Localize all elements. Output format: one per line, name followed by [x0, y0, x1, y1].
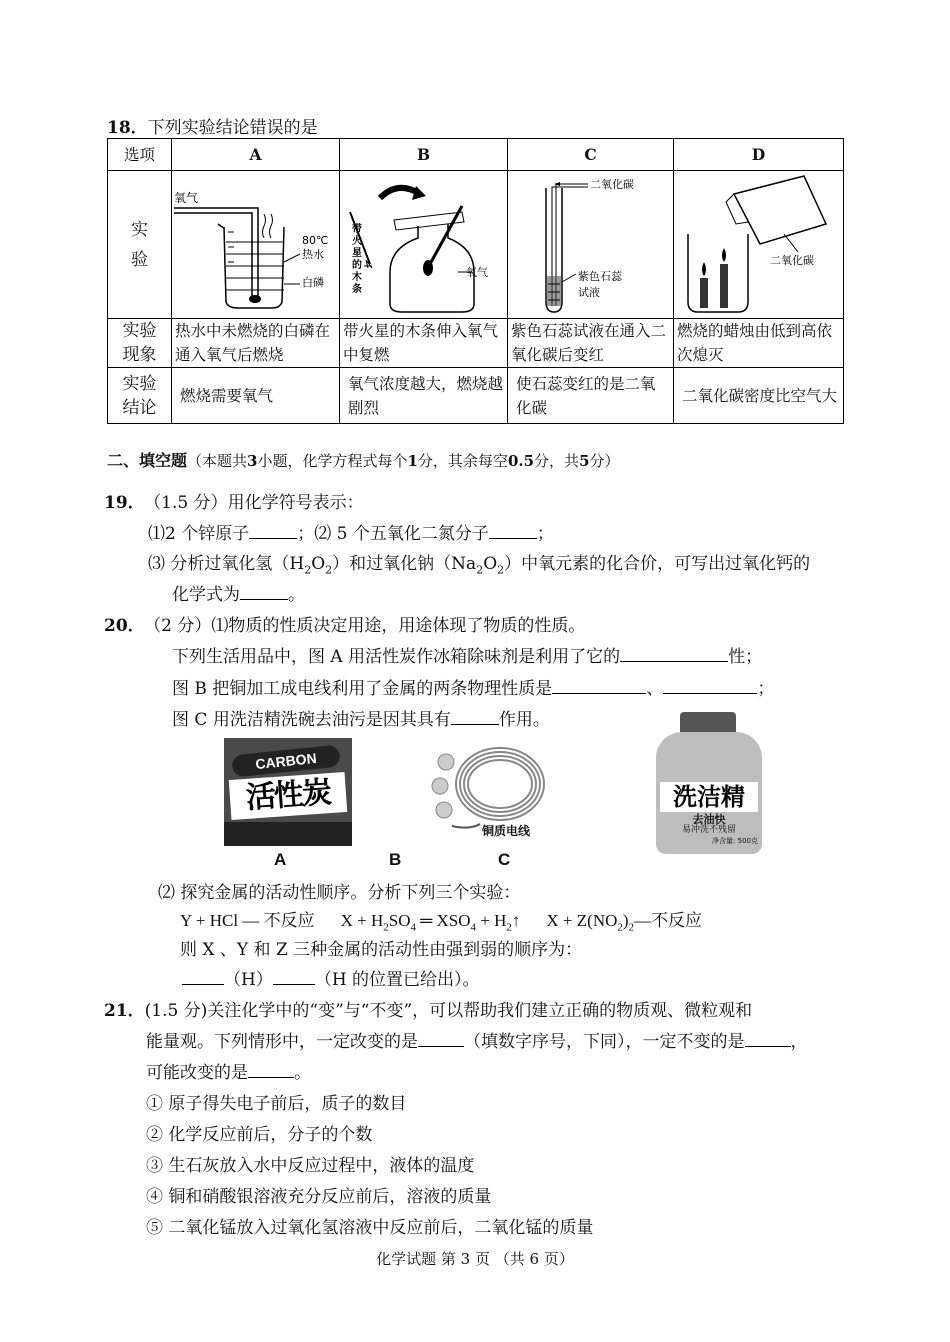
q21-blank-1[interactable] [418, 1027, 464, 1047]
q21-l3a: 可能改变的是 [146, 1063, 248, 1083]
q20-line-1 [104, 611, 585, 636]
section-n3: 3 [247, 452, 258, 470]
q20-line-4 [172, 705, 550, 730]
row-label-option: 选项 [108, 139, 172, 171]
q20-l3c: ； [757, 679, 775, 699]
table-row [108, 139, 844, 171]
list-item: ① 原子得失电子前后，质子的数目 [146, 1094, 407, 1114]
q21-l1: (1.5 分)关注化学中的“变”与“不变”，可以帮助我们建立正确的物质观、微粒观和 [144, 1001, 753, 1021]
section-note-5: 分） [589, 452, 620, 470]
q19-p3b: O [311, 554, 326, 574]
image-a-carbon-text: CARBON [231, 744, 341, 777]
svg-text:条: 条 [352, 283, 362, 295]
cell-phenomenon-c: 紫色石蕊试液在通入二氧化碳后变红 [508, 319, 674, 368]
q20-eq2c: ═ XSO [415, 911, 471, 930]
q19-p3c: ）和过氧化钠（Na [332, 554, 477, 574]
q20-sub: 2 [617, 921, 623, 934]
q20-l7 [182, 965, 480, 990]
list-item: ④ 铜和硝酸银溶液充分反应前后，溶液的质量 [146, 1187, 492, 1207]
image-c-sub2: 易冲洗不残留 [681, 825, 736, 835]
q20-l4a: 图 C 用洗洁精洗碗去油污是因其具有 [172, 710, 451, 730]
q20-blank-5[interactable] [182, 965, 224, 985]
fig-d-gas-label: 二氧化碳 [770, 253, 814, 267]
q20-l1: （2 分）⑴物质的性质决定用途，用途体现了物质的性质。 [152, 616, 586, 636]
q21-l2b: （填数字序号，下同），一定不变的是 [464, 1032, 745, 1052]
image-b-label: 铜质电线 [482, 824, 531, 838]
q21-number: 21． [104, 1001, 145, 1021]
cell-conclusion-b: 氧气浓度越大，燃烧越剧烈 [340, 368, 508, 424]
q18-number: 18 [107, 118, 131, 138]
cell-phenomenon-b: 带火星的木条伸入氧气中复燃 [340, 319, 508, 368]
list-item: ⑤ 二氧化锰放入过氧化氢溶液中反应前后，二氧化锰的质量 [146, 1218, 594, 1238]
fig-a-p-label: 白磷 [302, 275, 324, 289]
q20-l3a: 图 B 把铜加工成电线利用了金属的两条物理性质是 [172, 679, 553, 699]
cell-conclusion-a: 燃烧需要氧气 [172, 368, 340, 424]
caption-a: A [274, 850, 287, 869]
q19-sub: 2 [325, 563, 333, 577]
image-c-sub1: 去油快 [692, 813, 726, 826]
q20-l6: 则 X 、Y 和 Z 三种金属的活动性由强到弱的顺序为： [180, 940, 583, 960]
q19-p3f: 化学式为 [172, 585, 240, 605]
svg-text:80℃: 80℃ [302, 233, 329, 247]
q19-line-1 [104, 488, 364, 513]
q20-line-2 [172, 642, 762, 667]
q21-blank-2[interactable] [745, 1027, 791, 1047]
image-a-activated-carbon [224, 738, 352, 846]
svg-text:热水: 热水 [302, 247, 324, 261]
caption-c: C [498, 850, 511, 869]
q21-blank-3[interactable] [248, 1058, 294, 1078]
row-label-conclusion: 实验 结论 [108, 368, 172, 424]
q19-line-2 [148, 519, 554, 544]
q19-sub: 2 [476, 563, 484, 577]
q20-line-3 [172, 674, 774, 699]
q19-blank-3[interactable] [240, 580, 288, 600]
row-label-phenomenon: 实验 现象 [108, 319, 172, 368]
section-n05: 0.5 [507, 452, 535, 470]
section-n1: 1 [407, 452, 418, 470]
q19-number: 19． [104, 493, 145, 513]
q20-blank-4[interactable] [451, 705, 499, 725]
col-header-c: C [508, 139, 674, 171]
q20-blank-3[interactable] [663, 674, 757, 694]
q20-equations [180, 906, 702, 933]
svg-text:星: 星 [352, 247, 362, 259]
q21-line-1 [104, 996, 752, 1021]
q20-sub: 2 [628, 921, 635, 934]
q20-l3b: 、 [646, 679, 664, 699]
fig-a-gas-label: 氧气 [174, 190, 199, 205]
q20-l2a: 下列生活用品中，图 A 用活性炭作冰箱除味剂是利用了它的 [172, 647, 621, 667]
q20-eq3c: —不反应 [634, 911, 703, 930]
section-title: 二、填空题 [107, 451, 188, 470]
q20-eq2e: ↑ [511, 911, 521, 930]
list-item: ③ 生石灰放入水中反应过程中，液体的温度 [146, 1156, 475, 1176]
svg-text:带: 带 [352, 223, 362, 235]
image-c-net: 净含量: 500克 [712, 837, 758, 845]
q20-eq2b: SO [388, 911, 411, 930]
table-row [108, 171, 844, 319]
q20-sub: 4 [470, 921, 477, 934]
q20-blank-6[interactable] [273, 965, 315, 985]
q19-p1a: ⑴2 个锌原子 [148, 524, 250, 544]
q20-number: 20． [104, 616, 145, 636]
image-b-copper-wire [430, 740, 550, 844]
table-row [108, 319, 844, 368]
q20-sub: 2 [506, 921, 512, 934]
figure-a-phosphorus [172, 171, 340, 319]
q20-blank-2[interactable] [552, 674, 646, 694]
q19-p1c: ； [536, 524, 554, 544]
q20-eq1: Y + HCl — 不反应 [180, 911, 315, 930]
q20-blank-1[interactable] [620, 642, 728, 662]
cell-phenomenon-a: 热水中未燃烧的白磷在通入氧气后燃烧 [172, 319, 340, 368]
svg-text:试液: 试液 [578, 285, 600, 299]
q19-blank-2[interactable] [489, 519, 537, 539]
list-item: ② 化学反应前后，分子的个数 [146, 1125, 373, 1145]
q21-l3b: 。 [294, 1063, 311, 1083]
section-heading [107, 448, 620, 471]
q20-eq2d: + H [476, 911, 507, 930]
section-note-2: 小题，化学方程式每个 [257, 452, 408, 470]
image-c-detergent-bottle [650, 712, 768, 854]
row-label-experiment: 实 验 [108, 171, 172, 319]
section-n5: 5 [579, 452, 590, 470]
section-note-3: 分，其余每空 [417, 452, 508, 470]
q19-p3a: ⑶ 分析过氧化氢（H [148, 554, 305, 574]
cell-conclusion-c: 使石蕊变红的是二氧化碳 [508, 368, 674, 424]
q21-l2a: 能量观。下列情形中，一定改变的是 [146, 1032, 418, 1052]
q19-line-4 [172, 580, 305, 605]
q20-p2: ⑵ 探究金属的活动性顺序。分析下列三个实验： [158, 883, 521, 903]
col-header-b: B [340, 139, 508, 171]
col-header-a: A [172, 139, 340, 171]
image-c-name: 洗洁精 [660, 782, 758, 812]
q18-stem: 18．下列实验结论错误的是 [107, 118, 318, 138]
q20-sub: 2 [383, 921, 389, 934]
q20-l7a: （H） [224, 970, 273, 990]
q19-p3g: 。 [288, 585, 305, 605]
svg-text:紫色石蕊: 紫色石蕊 [578, 269, 622, 283]
col-header-d: D [674, 139, 844, 171]
q18-text: 下列实验结论错误的是 [147, 118, 318, 138]
q19-p3d: O [483, 554, 498, 574]
fig-b-gas-label: 氧气 [466, 265, 488, 279]
q20-l2b: 性； [728, 647, 763, 667]
q20-eq2a: X + H [340, 911, 384, 930]
q20-l7b: （H 的位置已给出）。 [314, 970, 480, 990]
table-row [108, 368, 844, 424]
q19-line-3 [148, 549, 810, 576]
section-note-4: 分，共 [534, 452, 580, 470]
q19-p1b: ；⑵ 5 个五氧化二氮分子 [297, 524, 489, 544]
image-a-name: 活性炭 [229, 772, 348, 820]
page-footer: 化学试题 第 3 页 （共 6 页） [376, 1250, 574, 1268]
q19-score: （1.5 分）用化学符号表示： [152, 493, 364, 513]
cell-conclusion-d: 二氧化碳密度比空气大 [674, 368, 844, 424]
section-note-1: （本题共 [187, 452, 248, 470]
q20-sub: 4 [410, 921, 416, 934]
q19-sub: 2 [304, 563, 312, 577]
q21-line-3 [146, 1058, 311, 1083]
q19-blank-1[interactable] [249, 519, 297, 539]
figure-b-oxygen-bottle [340, 171, 508, 319]
svg-text:木: 木 [352, 271, 362, 283]
figure-c-litmus-tube [508, 171, 674, 319]
q21-l2c: ， [790, 1032, 808, 1052]
figure-d-candles [674, 171, 844, 319]
q19-p3e: ）中氧元素的化合价，可写出过氧化钙的 [504, 554, 811, 574]
q20-l4b: 作用。 [498, 710, 550, 730]
svg-text:火: 火 [352, 235, 362, 247]
q21-line-2 [146, 1027, 808, 1052]
fig-c-gas-label: 二氧化碳 [590, 177, 634, 191]
q19-sub: 2 [497, 563, 505, 577]
svg-text:的: 的 [352, 259, 362, 271]
q18-table [107, 138, 844, 424]
q20-eq3a: X + Z(NO [546, 911, 618, 930]
q20-eq3b: ) [622, 911, 629, 930]
cell-phenomenon-d: 燃烧的蜡烛由低到高依次熄灭 [674, 319, 844, 368]
caption-b: B [389, 850, 402, 869]
